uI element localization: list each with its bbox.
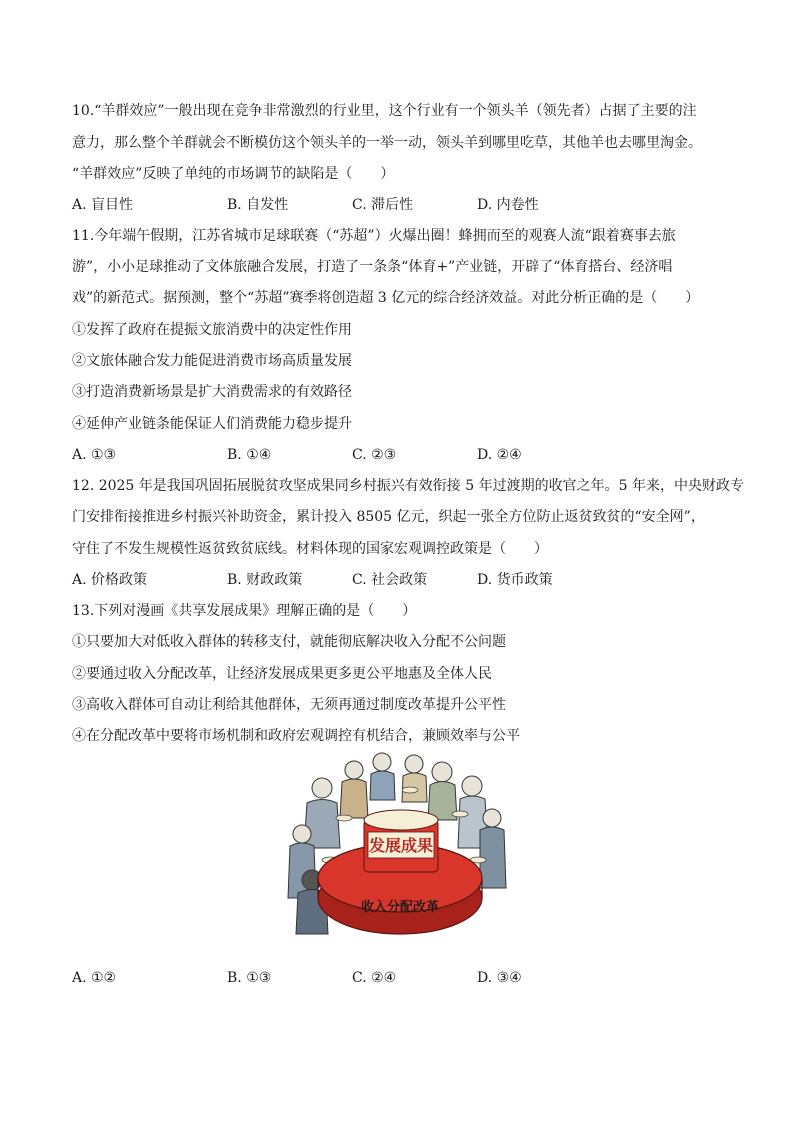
q13-statement-1: ①只要加大对低收入群体的转移支付，就能彻底解决收入分配不公问题 <box>72 634 506 650</box>
q11-statement-4: ④延伸产业链条能保证人们消费能力稳步提升 <box>72 416 352 432</box>
cake-label: 发展成果 <box>368 836 434 855</box>
table-label: 收入分配改革 <box>360 900 440 915</box>
q12-option-b[interactable]: B. 财政政策 <box>227 572 303 588</box>
development-cake <box>364 810 438 872</box>
q12-option-c[interactable]: C. 社会政策 <box>352 572 428 588</box>
q11-stem-line-1: 11.今年端午假期，江苏省城市足球联赛（“苏超”）火爆出圈！蜂拥而至的观赛人流“跟着赛事去旅 <box>72 228 676 244</box>
q13-option-c[interactable]: C. ②④ <box>352 970 397 986</box>
q13-statement-2: ②要通过收入分配改革，让经济发展成果更多更公平地惠及全体人民 <box>72 666 492 682</box>
q11-statement-1: ①发挥了政府在提振文旅消费中的决定性作用 <box>72 322 352 338</box>
q12-stem-line-3: 守住了不发生规模性返贫致贫底线。材料体现的国家宏观调控政策是（ ） <box>72 541 548 557</box>
q11-option-d[interactable]: D. ②④ <box>477 447 522 463</box>
q11-option-a[interactable]: A. ①③ <box>72 447 117 463</box>
q11-stem-line-2: 游”，小小足球推动了文体旅融合发展，打造了一条条“体育+”产业链，开辟了“体育搭台、经济唱 <box>72 259 673 275</box>
q13-stem-line-1: 13.下列对漫画《共享发展成果》理解正确的是（ ） <box>72 603 417 619</box>
cartoon-shared-development <box>282 748 514 944</box>
q10-option-b[interactable]: B. 自发性 <box>227 197 289 213</box>
q10-stem-line-2: 意力，那么整个羊群就会不断模仿这个领头羊的一举一动，领头羊到哪里吃草，其他羊也去哪里淘金。 <box>72 135 702 151</box>
q12-stem-line-1: 12. 2025 年是我国巩固拓展脱贫攻坚成果同乡村振兴有效衔接 5 年过渡期的收官之年。5 年来，中央财政专 <box>72 478 744 494</box>
q13-option-d[interactable]: D. ③④ <box>477 970 522 986</box>
q11-option-b[interactable]: B. ①④ <box>227 447 272 463</box>
q13-option-a[interactable]: A. ①② <box>72 970 117 986</box>
q13-option-b[interactable]: B. ①③ <box>227 970 272 986</box>
q12-stem-line-2: 门安排衔接推进乡村振兴补助资金，累计投入 8505 亿元，织起一张全方位防止返贫致贫的“安全网”， <box>72 509 705 525</box>
q13-statement-4: ④在分配改革中要将市场机制和政府宏观调控有机结合，兼顾效率与公平 <box>72 728 520 744</box>
q11-stem-line-3: 戏”的新范式。据预测，整个“苏超”赛季将创造超 3 亿元的综合经济效益。对此分析正确的是（ ） <box>72 290 700 306</box>
q10-stem-line-1: 10.“羊群效应”一般出现在竞争非常激烈的行业里，这个行业有一个领头羊（领先者）占据了主要的注 <box>72 103 697 119</box>
q12-option-d[interactable]: D. 货币政策 <box>477 572 553 588</box>
q11-option-c[interactable]: C. ②③ <box>352 447 397 463</box>
q11-statement-2: ②文旅体融合发力能促进消费市场高质量发展 <box>72 353 352 369</box>
q13-statement-3: ③高收入群体可自动让利给其他群体，无须再通过制度改革提升公平性 <box>72 697 506 713</box>
q10-option-a[interactable]: A. 盲目性 <box>72 197 134 213</box>
q10-stem-line-3: “羊群效应”反映了单纯的市场调节的缺陷是（ ） <box>72 166 395 182</box>
q11-statement-3: ③打造消费新场景是扩大消费需求的有效路径 <box>72 384 352 400</box>
q10-option-c[interactable]: C. 滞后性 <box>352 197 414 213</box>
q12-option-a[interactable]: A. 价格政策 <box>72 572 148 588</box>
q10-option-d[interactable]: D. 内卷性 <box>477 197 539 213</box>
